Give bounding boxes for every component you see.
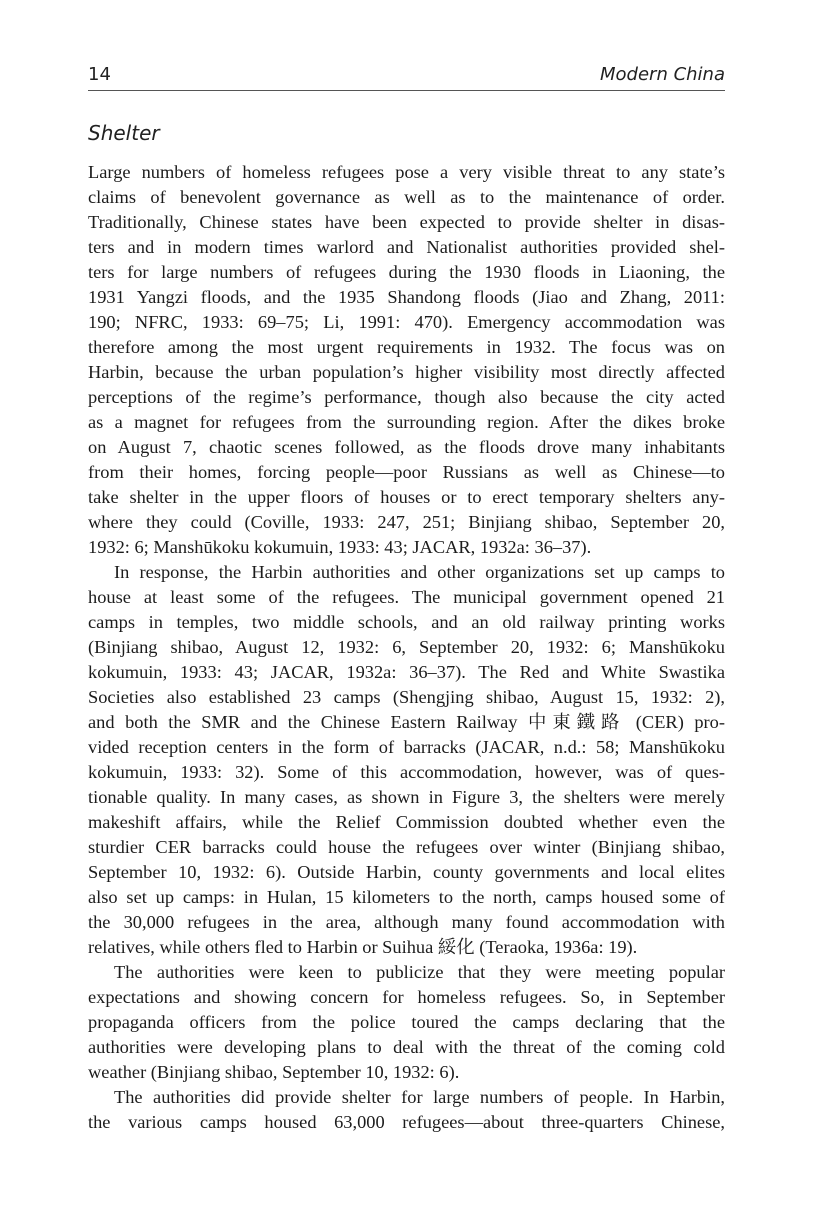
text-line: the various camps housed 63,000 refugees—about three-quarters Chinese,	[88, 1112, 725, 1132]
text-line: makeshift affairs, while the Relief Commission doubted whether even the	[88, 812, 725, 832]
text-line: vided reception centers in the form of barracks (JACAR, n.d.: 58; Manshūkoku	[88, 737, 725, 757]
text-line: where they could (Coville, 1933: 247, 251; Binjiang shibao, September 20,	[88, 512, 725, 532]
text-line: take shelter in the upper floors of houses or to erect temporary shelters any-	[88, 487, 725, 507]
text-line: Traditionally, Chinese states have been expected to provide shelter in disas-	[88, 212, 725, 232]
text-line: Societies also established 23 camps (Shengjing shibao, August 15, 1932: 2),	[88, 687, 725, 707]
text-line: September 10, 1932: 6). Outside Harbin, county governments and local elites	[88, 862, 725, 882]
text-line: camps in temples, two middle schools, and an old railway printing works	[88, 612, 725, 632]
text-line: also set up camps: in Hulan, 15 kilometers to the north, camps housed some of	[88, 887, 725, 907]
text-line: and both the SMR and the Chinese Eastern Railway 中東鐵路 (CER) pro-	[88, 712, 725, 732]
text-line: claims of benevolent governance as well as to the maintenance of order.	[88, 187, 725, 207]
text-line: ters for large numbers of refugees during the 1930 floods in Liaoning, the	[88, 262, 725, 282]
journal-title: Modern China	[600, 64, 725, 85]
text-line: Large numbers of homeless refugees pose a very visible threat to any state’s	[88, 162, 725, 182]
text-line: perceptions of the regime’s performance, though also because the city acted	[88, 387, 725, 407]
running-head	[88, 60, 725, 91]
text-line: relatives, while others fled to Harbin or Suihua 綏化 (Teraoka, 1936a: 19).	[88, 937, 638, 957]
page-number: 14	[88, 64, 111, 85]
text-line: authorities were developing plans to deal with the threat of the coming cold	[88, 1037, 725, 1057]
text-line: kokumuin, 1933: 32). Some of this accommodation, however, was of ques-	[88, 762, 725, 782]
text-line: tionable quality. In many cases, as shown in Figure 3, the shelters were merely	[88, 787, 725, 807]
paragraph-3	[88, 960, 725, 1085]
section-heading: Shelter	[88, 121, 160, 145]
text-line: weather (Binjiang shibao, September 10, 1932: 6).	[88, 1062, 460, 1082]
text-line: In response, the Harbin authorities and other organizations set up camps to	[114, 562, 725, 582]
text-line: house at least some of the refugees. The municipal government opened 21	[88, 587, 725, 607]
text-line: on August 7, chaotic scenes followed, as the floods drove many inhabitants	[88, 437, 725, 457]
text-line: the 30,000 refugees in the area, although many found accommodation with	[88, 912, 725, 932]
text-line: as a magnet for refugees from the surrounding region. After the dikes broke	[88, 412, 725, 432]
text-line: Harbin, because the urban population’s higher visibility most directly affected	[88, 362, 725, 382]
text-line: 1932: 6; Manshūkoku kokumuin, 1933: 43; JACAR, 1932a: 36–37).	[88, 537, 592, 557]
text-line: from their homes, forcing people—poor Russians as well as Chinese—to	[88, 462, 725, 482]
paragraph-1	[88, 160, 725, 560]
text-line: sturdier CER barracks could house the refugees over winter (Binjiang shibao,	[88, 837, 725, 857]
text-line: The authorities were keen to publicize that they were meeting popular	[114, 962, 725, 982]
text-line: The authorities did provide shelter for large numbers of people. In Harbin,	[114, 1087, 725, 1107]
text-line: propaganda officers from the police toured the camps declaring that the	[88, 1012, 725, 1032]
text-line: 1931 Yangzi floods, and the 1935 Shandong floods (Jiao and Zhang, 2011:	[88, 287, 725, 307]
text-line: 190; NFRC, 1933: 69–75; Li, 1991: 470). Emergency accommodation was	[88, 312, 725, 332]
text-line: (Binjiang shibao, August 12, 1932: 6, September 20, 1932: 6; Manshūkoku	[88, 637, 725, 657]
article-body	[88, 160, 725, 1135]
text-line: expectations and showing concern for homeless refugees. So, in September	[88, 987, 725, 1007]
text-line: kokumuin, 1933: 43; JACAR, 1932a: 36–37). The Red and White Swastika	[88, 662, 725, 682]
paragraph-2	[88, 560, 725, 960]
paragraph-4	[88, 1085, 725, 1135]
text-line: ters and in modern times warlord and Nationalist authorities provided shel-	[88, 237, 725, 257]
text-line: therefore among the most urgent requirements in 1932. The focus was on	[88, 337, 725, 357]
